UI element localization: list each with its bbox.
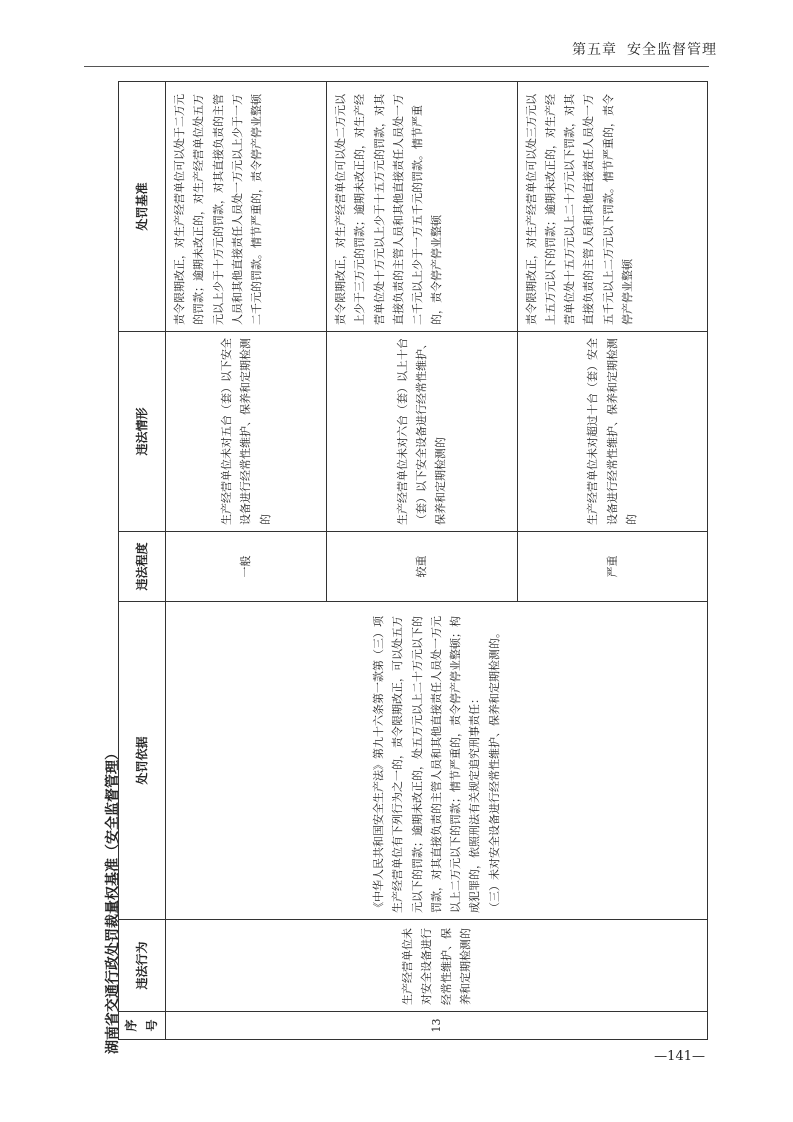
table-row <box>166 82 327 1040</box>
standard-cell: 责令限期改正，对生产经营单位可以处于二万元的罚款；逾期未改正的，对生产经营单位处五万元以上少于十万元的罚款，对其直接负责的主管人员和其他直接责任人员处一万元以上少于一万二千元的罚款。情节严重的，责令停产停业整顿 <box>166 82 327 332</box>
situation-cell: 生产经营单位未对六台（套）以上十台（套）以下安全设备进行经常性维护、保养和定期检测的 <box>327 332 517 532</box>
page-number: —141— <box>654 1049 705 1064</box>
col-header-number: 序号 <box>119 1012 166 1040</box>
penalty-table-wrapper <box>118 82 708 1040</box>
degree-cell: 严重 <box>517 532 708 602</box>
situation-cell: 生产经营单位未对超过十台（套）安全设备进行经常性维护、保养和定期检测的 <box>517 332 708 532</box>
table-title: 湖南省交通行政处罚裁量权基准（安全监督管理） <box>105 746 121 1054</box>
col-header-situation: 违法情形 <box>119 332 166 532</box>
header-rule <box>84 66 709 67</box>
col-header-standard: 处罚基准 <box>119 82 166 332</box>
table-header-row <box>119 82 166 1040</box>
degree-cell: 较重 <box>327 532 517 602</box>
row-number: 13 <box>166 1012 708 1040</box>
degree-cell: 一般 <box>166 532 327 602</box>
col-header-basis: 处罚依据 <box>119 602 166 920</box>
col-header-degree: 违法程度 <box>119 532 166 602</box>
chapter-title: 安全监督管理 <box>627 42 717 58</box>
standard-cell: 责令限期改正，对生产经营单位可以处三万元以上五万元以下的罚款；逾期未改正的，对生产经营单位处十五万元以上二十万元以下罚款，对其直接负责的主管人员和其他直接责任人员处一万五千元以上二万元以下罚款。情节严重的，责令停产停业整顿 <box>517 82 708 332</box>
basis-paragraph: （三）未对安全设备进行经常性维护、保养和定期检测的。 <box>487 627 501 913</box>
situation-cell: 生产经营单位未对五台（套）以下安全设备进行经常性维护、保养和定期检测的 <box>166 332 327 532</box>
basis-cell <box>166 602 708 920</box>
page-header <box>562 39 717 59</box>
col-header-violation: 违法行为 <box>119 920 166 1012</box>
standard-cell: 责令限期改正，对生产经营单位可以处二万元以上少于三万元的罚款；逾期未改正的，对生产经营单位处十万元以上少于十五万元的罚款，对其直接负责的主管人员和其他直接责任人员处一万二千元以上少于一万五千元的罚款。情节严重的，责令停产停业整顿 <box>327 82 517 332</box>
penalty-table <box>118 81 708 1040</box>
violation-cell: 生产经营单位未对安全设备进行经常性维护、保养和定期检测的 <box>166 920 708 1012</box>
basis-paragraph: 《中华人民共和国安全生产法》第九十六条第一款第（三）项 生产经营单位有下列行为之一的，责令限期改正，可以处五万元以下的罚款；逾期未改正的，处五万元以上二十万元以下的罚款，对其直接负责的主管人员和其他直接责任人员处一万元以上二万元以下的罚款；情节严重的，责令停产停业整顿；构成犯罪的，依照刑法有关规定追究刑事责任： <box>372 616 482 913</box>
chapter-label: 第五章 <box>572 42 617 58</box>
